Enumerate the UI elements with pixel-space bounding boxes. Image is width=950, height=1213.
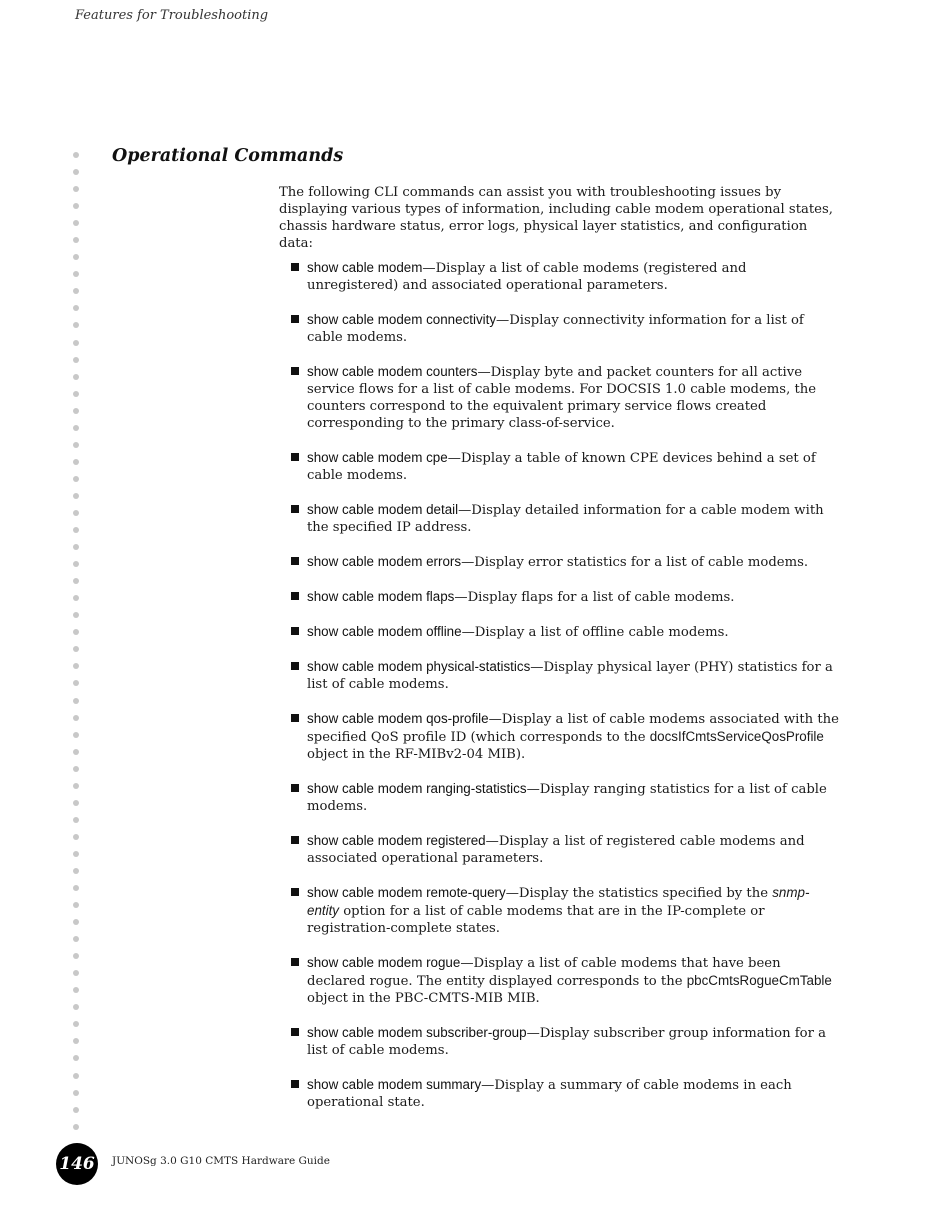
list-item bbox=[279, 884, 839, 937]
margin-dot bbox=[73, 203, 79, 209]
option-reference: snmp-entity bbox=[307, 885, 810, 918]
list-item bbox=[279, 780, 839, 815]
margin-dot bbox=[73, 1004, 79, 1010]
command-description: —Display the statistics specified by the bbox=[505, 886, 773, 901]
mib-object-reference: docsIfCmtsServiceQosProfile bbox=[649, 729, 824, 744]
margin-dot bbox=[73, 1090, 79, 1096]
command-description-continued: option for a list of cable modems that are in the IP-complete or registration-complete states. bbox=[307, 904, 765, 936]
command-description: —Display a list of registered cable modems and associated operational parameters. bbox=[307, 834, 805, 866]
command-description: —Display a list of cable modems (registered and unregistered) and associated operational parameters. bbox=[307, 261, 747, 293]
margin-dot bbox=[73, 1124, 79, 1130]
list-item bbox=[279, 710, 839, 763]
margin-dot bbox=[73, 305, 79, 311]
margin-dot bbox=[73, 885, 79, 891]
margin-dot-column bbox=[73, 152, 81, 1141]
margin-dot bbox=[73, 612, 79, 618]
margin-dot bbox=[73, 561, 79, 567]
list-item bbox=[279, 259, 839, 294]
command-name: show cable modem counters bbox=[307, 364, 478, 379]
margin-dot bbox=[73, 987, 79, 993]
list-item bbox=[279, 623, 839, 641]
margin-dot bbox=[73, 220, 79, 226]
margin-dot bbox=[73, 766, 79, 772]
command-name: show cable modem connectivity bbox=[307, 312, 497, 327]
bullet-square-icon bbox=[291, 505, 299, 513]
page-number-badge bbox=[56, 1143, 98, 1185]
bullet-square-icon bbox=[291, 714, 299, 722]
command-description: —Display byte and packet counters for all active service flows for a list of cable modems. For DOCSIS 1.0 cable modems, the counters correspond to the equivalent primary service flows created corresponding to the primary class-of-service. bbox=[307, 365, 817, 431]
margin-dot bbox=[73, 1073, 79, 1079]
margin-dot bbox=[73, 408, 79, 414]
margin-dot bbox=[73, 595, 79, 601]
margin-dot bbox=[73, 1055, 79, 1061]
margin-dot bbox=[73, 783, 79, 789]
bullet-square-icon bbox=[291, 557, 299, 565]
bullet-square-icon bbox=[291, 888, 299, 896]
margin-dot bbox=[73, 715, 79, 721]
margin-dot bbox=[73, 510, 79, 516]
margin-dot bbox=[73, 544, 79, 550]
margin-dot bbox=[73, 527, 79, 533]
margin-dot bbox=[73, 749, 79, 755]
margin-dot bbox=[73, 646, 79, 652]
bullet-square-icon bbox=[291, 1080, 299, 1088]
command-name: show cable modem offline bbox=[307, 624, 462, 639]
margin-dot bbox=[73, 732, 79, 738]
margin-dot bbox=[73, 237, 79, 243]
bullet-square-icon bbox=[291, 836, 299, 844]
command-name: show cable modem registered bbox=[307, 833, 486, 848]
margin-dot bbox=[73, 254, 79, 260]
margin-dot bbox=[73, 271, 79, 277]
margin-dot bbox=[73, 919, 79, 925]
margin-dot bbox=[73, 391, 79, 397]
list-item bbox=[279, 363, 839, 432]
margin-dot bbox=[73, 1038, 79, 1044]
list-item bbox=[279, 311, 839, 346]
command-description: —Display a table of known CPE devices behind a set of cable modems. bbox=[307, 451, 816, 483]
footer-book-title: JUNOSg 3.0 G10 CMTS Hardware Guide bbox=[112, 1155, 330, 1167]
bullet-square-icon bbox=[291, 958, 299, 966]
command-name: show cable modem rogue bbox=[307, 955, 461, 970]
command-name: show cable modem flaps bbox=[307, 589, 455, 604]
list-item bbox=[279, 954, 839, 1007]
command-description: —Display a list of cable modems that have been declared rogue. The entity displayed corresponds to the bbox=[307, 956, 781, 989]
section-body bbox=[279, 184, 839, 1128]
command-description: —Display ranging statistics for a list of cable modems. bbox=[307, 782, 827, 814]
command-description: —Display detailed information for a cable modem with the specified IP address. bbox=[307, 503, 824, 535]
margin-dot bbox=[73, 851, 79, 857]
bullet-square-icon bbox=[291, 263, 299, 271]
margin-dot bbox=[73, 578, 79, 584]
command-name: show cable modem subscriber-group bbox=[307, 1025, 527, 1040]
command-name: show cable modem detail bbox=[307, 502, 459, 517]
margin-dot bbox=[73, 169, 79, 175]
margin-dot bbox=[73, 1021, 79, 1027]
bullet-square-icon bbox=[291, 784, 299, 792]
margin-dot bbox=[73, 288, 79, 294]
margin-dot bbox=[73, 663, 79, 669]
command-name: show cable modem physical-statistics bbox=[307, 659, 531, 674]
margin-dot bbox=[73, 493, 79, 499]
margin-dot bbox=[73, 476, 79, 482]
command-description: —Display a summary of cable modems in each operational state. bbox=[307, 1078, 792, 1110]
list-item bbox=[279, 449, 839, 484]
command-description: —Display a list of cable modems associated with the specified QoS profile ID (which corresponds to the bbox=[307, 712, 839, 745]
list-item bbox=[279, 1076, 839, 1111]
command-list bbox=[279, 259, 839, 1111]
command-description: —Display error statistics for a list of cable modems. bbox=[461, 555, 809, 570]
command-description: —Display a list of offline cable modems. bbox=[461, 625, 729, 640]
section-title: Operational Commands bbox=[112, 146, 344, 166]
margin-dot bbox=[73, 152, 79, 158]
running-header: Features for Troubleshooting bbox=[75, 8, 269, 23]
bullet-square-icon bbox=[291, 592, 299, 600]
command-description: —Display subscriber group information for a list of cable modems. bbox=[307, 1026, 826, 1058]
margin-dot bbox=[73, 953, 79, 959]
margin-dot bbox=[73, 902, 79, 908]
margin-dot bbox=[73, 186, 79, 192]
margin-dot bbox=[73, 817, 79, 823]
bullet-square-icon bbox=[291, 367, 299, 375]
margin-dot bbox=[73, 629, 79, 635]
margin-dot bbox=[73, 800, 79, 806]
margin-dot bbox=[73, 1107, 79, 1113]
margin-dot bbox=[73, 868, 79, 874]
list-item bbox=[279, 588, 839, 606]
margin-dot bbox=[73, 698, 79, 704]
page-number: 146 bbox=[59, 1154, 95, 1174]
command-description: —Display connectivity information for a list of cable modems. bbox=[307, 313, 804, 345]
command-name: show cable modem qos-profile bbox=[307, 711, 489, 726]
margin-dot bbox=[73, 442, 79, 448]
bullet-square-icon bbox=[291, 1028, 299, 1036]
command-description: —Display physical layer (PHY) statistics for a list of cable modems. bbox=[307, 660, 833, 692]
bullet-square-icon bbox=[291, 315, 299, 323]
command-name: show cable modem summary bbox=[307, 1077, 482, 1092]
list-item bbox=[279, 658, 839, 693]
intro-paragraph: The following CLI commands can assist you with troubleshooting issues by displaying various types of information, including cable modem operational states, chassis hardware status, error logs, physical layer statistics, and configuration data: bbox=[279, 185, 833, 251]
list-item bbox=[279, 501, 839, 536]
list-item bbox=[279, 553, 839, 571]
margin-dot bbox=[73, 834, 79, 840]
command-description: —Display flaps for a list of cable modems. bbox=[454, 590, 735, 605]
margin-dot bbox=[73, 459, 79, 465]
margin-dot bbox=[73, 322, 79, 328]
command-name: show cable modem ranging-statistics bbox=[307, 781, 527, 796]
margin-dot bbox=[73, 425, 79, 431]
list-item bbox=[279, 832, 839, 867]
mib-object-reference: pbcCmtsRogueCmTable bbox=[686, 973, 832, 988]
command-name: show cable modem bbox=[307, 260, 423, 275]
margin-dot bbox=[73, 970, 79, 976]
command-name: show cable modem errors bbox=[307, 554, 462, 569]
margin-dot bbox=[73, 357, 79, 363]
command-name: show cable modem cpe bbox=[307, 450, 448, 465]
margin-dot bbox=[73, 374, 79, 380]
list-item bbox=[279, 1024, 839, 1059]
margin-dot bbox=[73, 340, 79, 346]
command-description-continued: object in the PBC-CMTS-MIB MIB. bbox=[307, 991, 540, 1006]
margin-dot bbox=[73, 936, 79, 942]
bullet-square-icon bbox=[291, 453, 299, 461]
command-description-continued: object in the RF-MIBv2-04 MIB). bbox=[307, 747, 526, 762]
bullet-square-icon bbox=[291, 627, 299, 635]
bullet-square-icon bbox=[291, 662, 299, 670]
command-name: show cable modem remote-query bbox=[307, 885, 506, 900]
margin-dot bbox=[73, 680, 79, 686]
